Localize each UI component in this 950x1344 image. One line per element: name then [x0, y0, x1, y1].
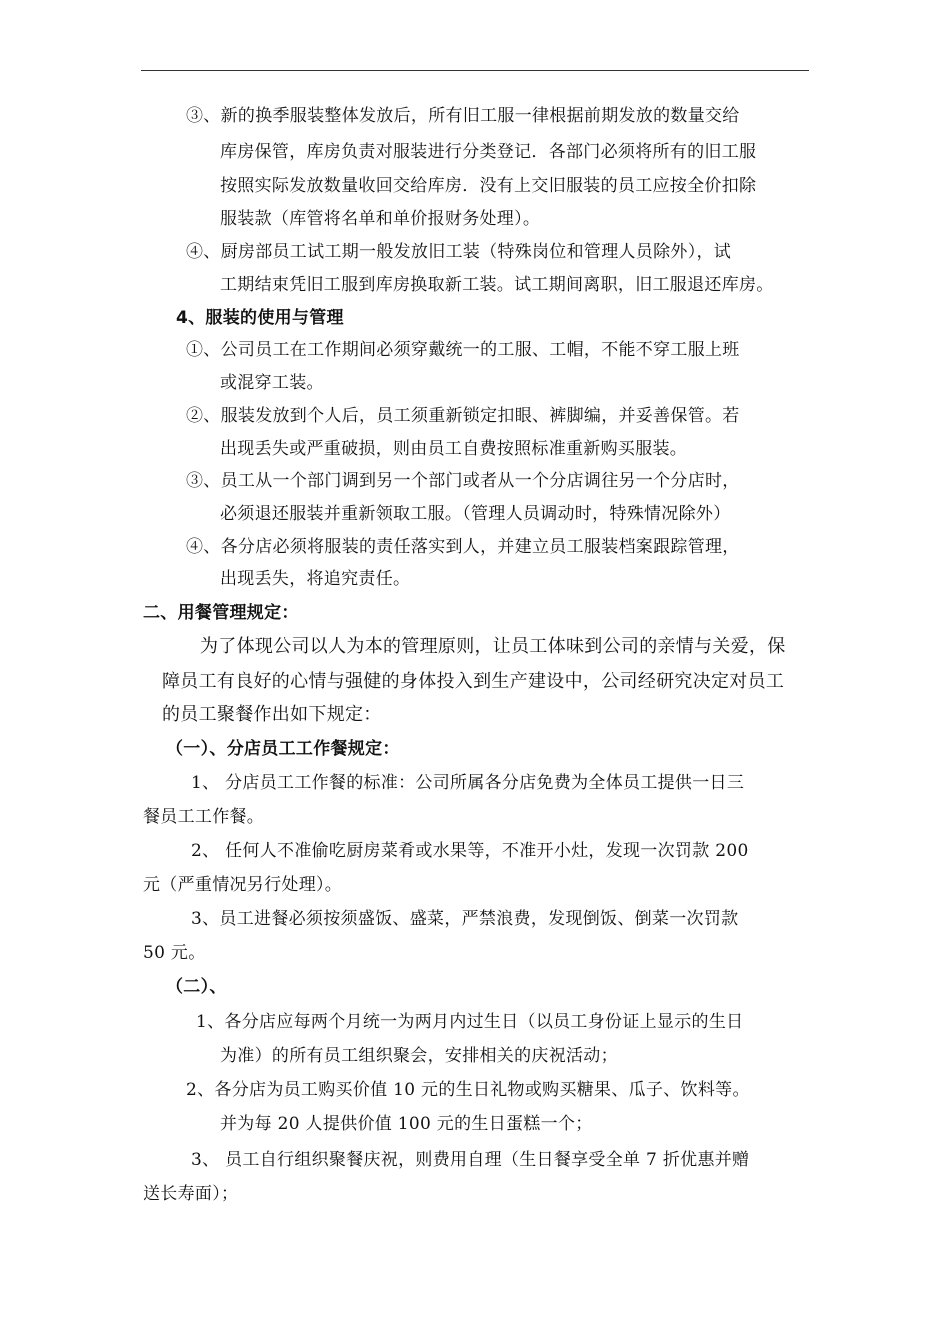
text-line: 50 元。	[143, 943, 206, 963]
text-line: 或混穿工装。	[220, 373, 324, 393]
text-line: 3、员工进餐必须按须盛饭、盛菜，严禁浪费，发现倒饭、倒菜一次罚款	[191, 909, 739, 929]
text-line: 出现丢失或严重破损，则由员工自费按照标准重新购买服装。	[220, 439, 688, 459]
text-line: 2、 任何人不准偷吃厨房菜肴或水果等，不准开小灶，发现一次罚款 200	[191, 841, 749, 861]
text-line: ③、新的换季服装整体发放后，所有旧工服一律根据前期发放的数量交给	[186, 106, 740, 126]
text-line: 必须退还服装并重新领取工服。（管理人员调动时，特殊情况除外）	[220, 504, 731, 524]
text-line: 1、各分店应每两个月统一为两月内过生日（以员工身份证上显示的生日	[196, 1012, 744, 1032]
text-line: 为准）的所有员工组织聚会，安排相关的庆祝活动；	[220, 1046, 618, 1066]
section-heading: 4、服装的使用与管理	[176, 308, 344, 328]
text-line: 为了体现公司以人为本的管理原则，让员工体味到公司的亲情与关爱，保	[200, 636, 786, 657]
text-line: 元（严重情况另行处理）。	[143, 875, 343, 895]
text-line: 的员工聚餐作出如下规定：	[162, 704, 382, 725]
text-line: 按照实际发放数量收回交给库房．没有上交旧服装的员工应按全价扣除	[220, 176, 757, 196]
text-line: 出现丢失，将追究责任。	[220, 569, 411, 589]
text-line: 库房保管，库房负责对服装进行分类登记．各部门必须将所有的旧工服	[220, 142, 757, 162]
text-line: 工期结束凭旧工服到库房换取新工装。试工期间离职，旧工服退还库房。	[220, 275, 774, 295]
text-line: 服装款（库管将名单和单价报财务处理）。	[220, 209, 541, 229]
text-line: ④、各分店必须将服装的责任落实到人，并建立员工服装档案跟踪管理，	[186, 537, 740, 557]
text-line: 3、 员工自行组织聚餐庆祝，则费用自理（生日餐享受全单 7 折优惠并赠	[191, 1150, 750, 1170]
subsection-heading: （二）、	[166, 977, 227, 997]
text-line: 餐员工工作餐。	[143, 807, 265, 827]
text-line: 2、各分店为员工购买价值 10 元的生日礼物或购买糖果、瓜子、饮料等。	[186, 1080, 750, 1100]
text-line: 送长寿面）；	[143, 1184, 239, 1204]
header-rule	[141, 70, 809, 71]
text-line: 并为每 20 人提供价值 100 元的生日蛋糕一个；	[220, 1114, 593, 1134]
text-line: 1、 分店员工工作餐的标准：公司所属各分店免费为全体员工提供一日三	[191, 773, 745, 793]
section-heading: 二、用餐管理规定：	[143, 603, 299, 623]
subsection-heading: （一）、分店员工工作餐规定：	[166, 739, 400, 759]
text-line: ④、厨房部员工试工期一般发放旧工装（特殊岗位和管理人员除外），试	[186, 242, 732, 262]
text-line: ③、员工从一个部门调到另一个部门或者从一个分店调往另一个分店时，	[186, 471, 740, 491]
text-line: ①、公司员工在工作期间必须穿戴统一的工服、工帽，不能不穿工服上班	[186, 340, 740, 360]
text-line: ②、服装发放到个人后，员工须重新锁定扣眼、裤脚编，并妥善保管。若	[186, 406, 740, 426]
text-line: 障员工有良好的心情与强健的身体投入到生产建设中，公司经研究决定对员工	[162, 671, 785, 692]
